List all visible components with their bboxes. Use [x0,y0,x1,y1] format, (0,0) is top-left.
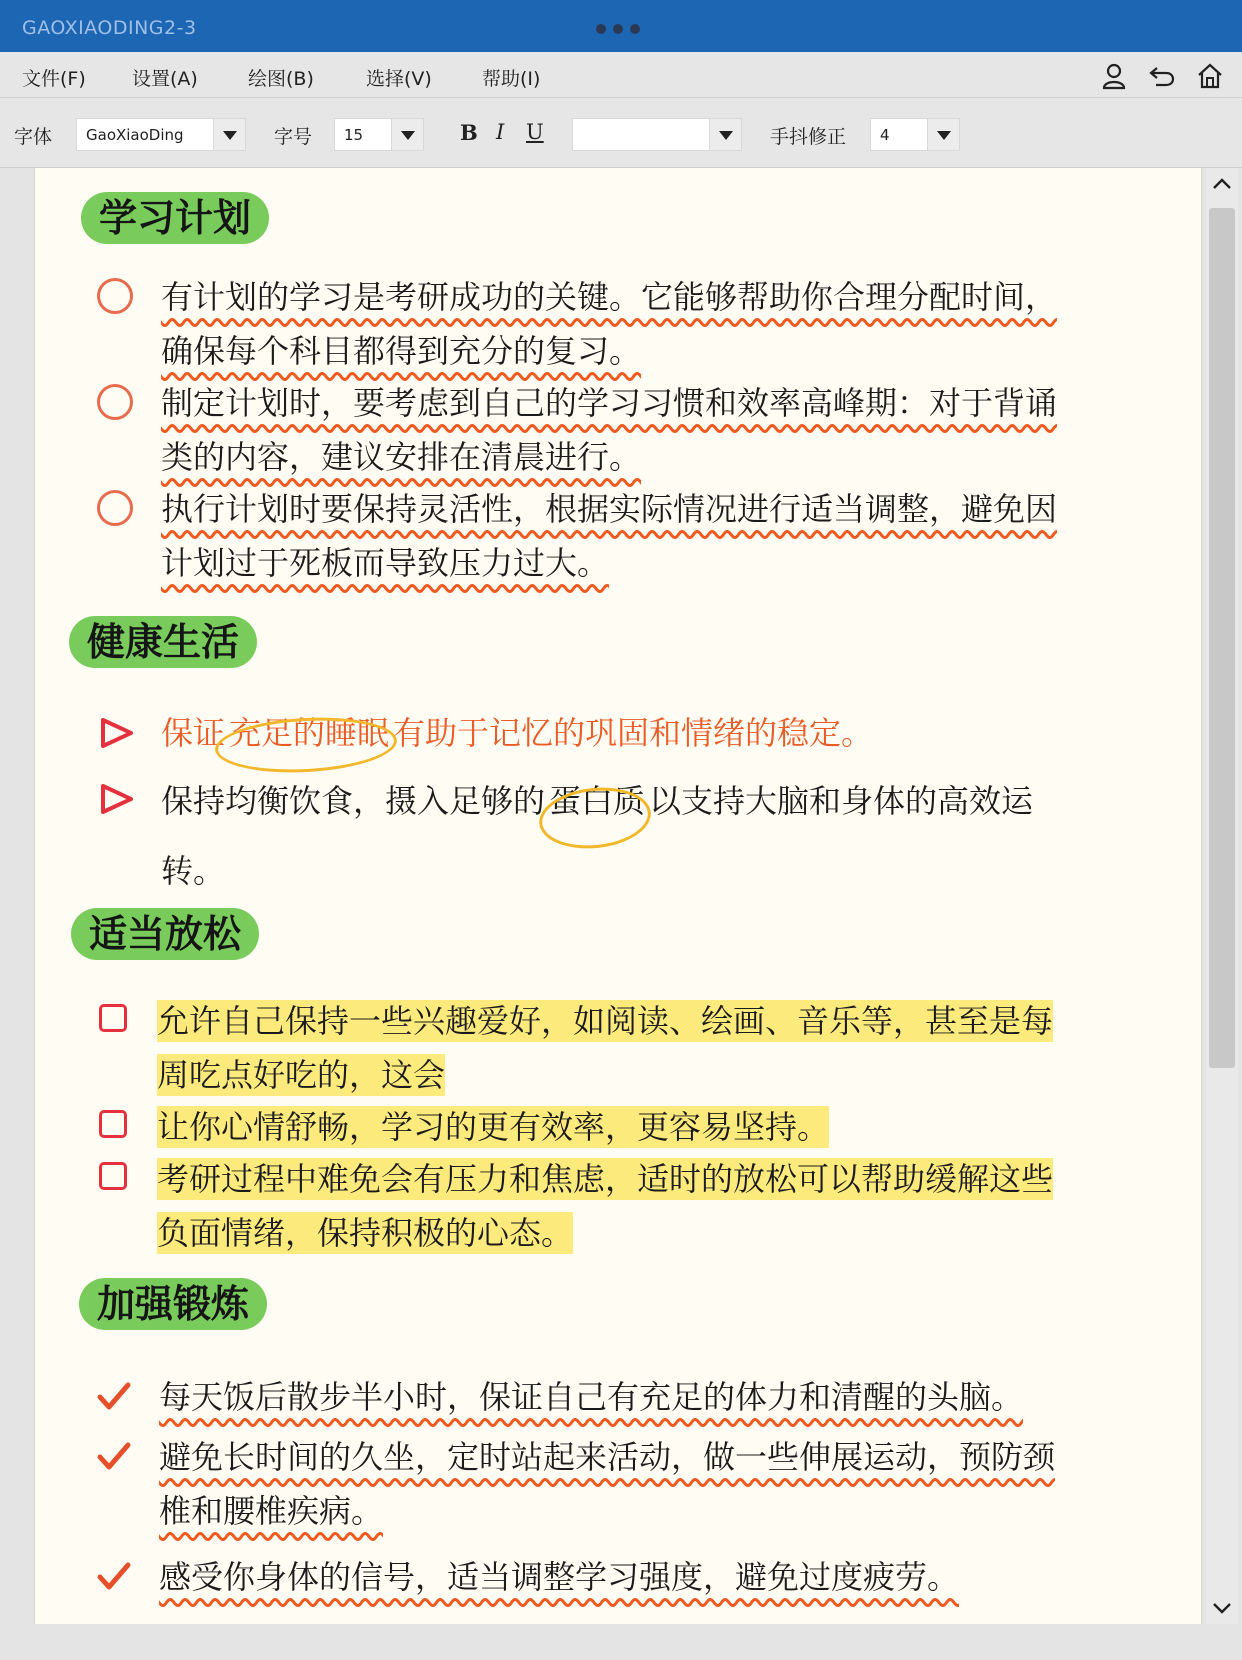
relax-item-1: 允许自己保持一些兴趣爱好，如阅读、绘画、音乐等，甚至是每 周吃点好吃的，这会 [157,1002,1054,1094]
triangle-bullet-icon [99,782,135,816]
menu-file[interactable]: 文件(F) [22,68,86,90]
chevron-up-icon[interactable] [1212,174,1232,194]
chevron-down-icon[interactable] [391,119,423,150]
relax-item-2: 让你心情舒畅，学习的更有效率，更容易坚持。 [157,1108,830,1146]
window-title: GAOXIAODING2-3 [22,17,197,39]
menu-settings[interactable]: 设置(A) [132,68,198,90]
menu-bar [0,52,1242,98]
scrollbar-thumb[interactable] [1209,208,1235,1068]
color-select[interactable] [572,118,742,151]
chevron-down-icon[interactable] [213,119,245,150]
jitter-value: 4 [880,126,890,144]
font-label: 字体 [14,126,53,148]
heading-relax: 适当放松 [71,908,259,960]
square-bullet-icon [99,1004,127,1032]
jitter-label: 手抖修正 [770,126,847,148]
menu-draw[interactable]: 绘图(B) [248,68,314,90]
chevron-down-icon[interactable] [927,119,959,150]
health-item-2: 保持均衡饮食，摄入足够的 蛋白质 以支持大脑和身体的高效运 转。 [161,782,1034,890]
exercise-item-1: 每天饭后散步半小时，保证自己有充足的体力和清醒的头脑。 [159,1378,1024,1416]
check-bullet-icon [97,1442,131,1472]
document-canvas[interactable] [34,168,1202,1624]
home-icon[interactable] [1196,62,1224,90]
exercise-item-3: 感受你身体的信号，适当调整学习强度，避免过度疲劳。 [159,1558,960,1596]
study-item-2: 制定计划时，要考虑到自己的学习习惯和效率高峰期：对于背诵 类的内容，建议安排在清晨进行。 [161,384,1058,476]
sleep-ring: 充足的睡眠 [225,714,393,752]
relax-item-3: 考研过程中难免会有压力和焦虑，适时的放松可以帮助缓解这些 负面情绪，保持积极的心态。 [157,1160,1054,1252]
font-select[interactable] [76,118,246,151]
title-bar [0,0,1242,52]
square-bullet-icon [99,1110,127,1138]
exercise-item-2: 避免长时间的久坐，定时站起来活动，做一些伸展运动，预防颈 椎和腰椎疾病。 [159,1438,1056,1530]
protein-ring: 蛋白质 [545,782,649,820]
size-select[interactable] [334,118,424,151]
circle-bullet-icon [97,384,133,420]
underline-button[interactable]: U [526,120,544,144]
font-value: GaoXiaoDing [86,126,184,144]
study-item-3: 执行计划时要保持灵活性，根据实际情况进行适当调整，避免因 计划过于死板而导致压力过大。 [161,490,1058,582]
jitter-select[interactable] [870,118,960,151]
italic-button[interactable]: I [496,120,505,144]
chevron-down-icon[interactable] [709,119,741,150]
heading-study-plan: 学习计划 [81,192,269,244]
health-item-1: 保证 充足的睡眠 有助于记忆的巩固和情绪的稳定。 [161,706,1191,760]
undo-icon[interactable] [1148,62,1176,90]
bold-button[interactable]: B [460,120,478,145]
window-options-icon[interactable] [596,24,640,34]
heading-healthy-life: 健康生活 [69,616,257,668]
menu-help[interactable]: 帮助(I) [482,68,541,90]
check-bullet-icon [97,1382,131,1412]
size-label: 字号 [274,126,313,148]
format-toolbar [0,98,1242,168]
circle-bullet-icon [97,278,133,314]
circle-bullet-icon [97,490,133,526]
vertical-scrollbar[interactable] [1206,168,1238,1624]
chevron-down-icon[interactable] [1212,1598,1232,1618]
square-bullet-icon [99,1162,127,1190]
user-icon[interactable] [1100,62,1128,90]
size-value: 15 [344,126,364,144]
menu-select[interactable]: 选择(V) [366,68,432,90]
check-bullet-icon [97,1562,131,1592]
study-item-1: 有计划的学习是考研成功的关键。它能够帮助你合理分配时间， 确保每个科目都得到充分的复习。 [161,278,1058,370]
heading-exercise: 加强锻炼 [79,1278,267,1330]
triangle-bullet-icon [99,716,135,750]
